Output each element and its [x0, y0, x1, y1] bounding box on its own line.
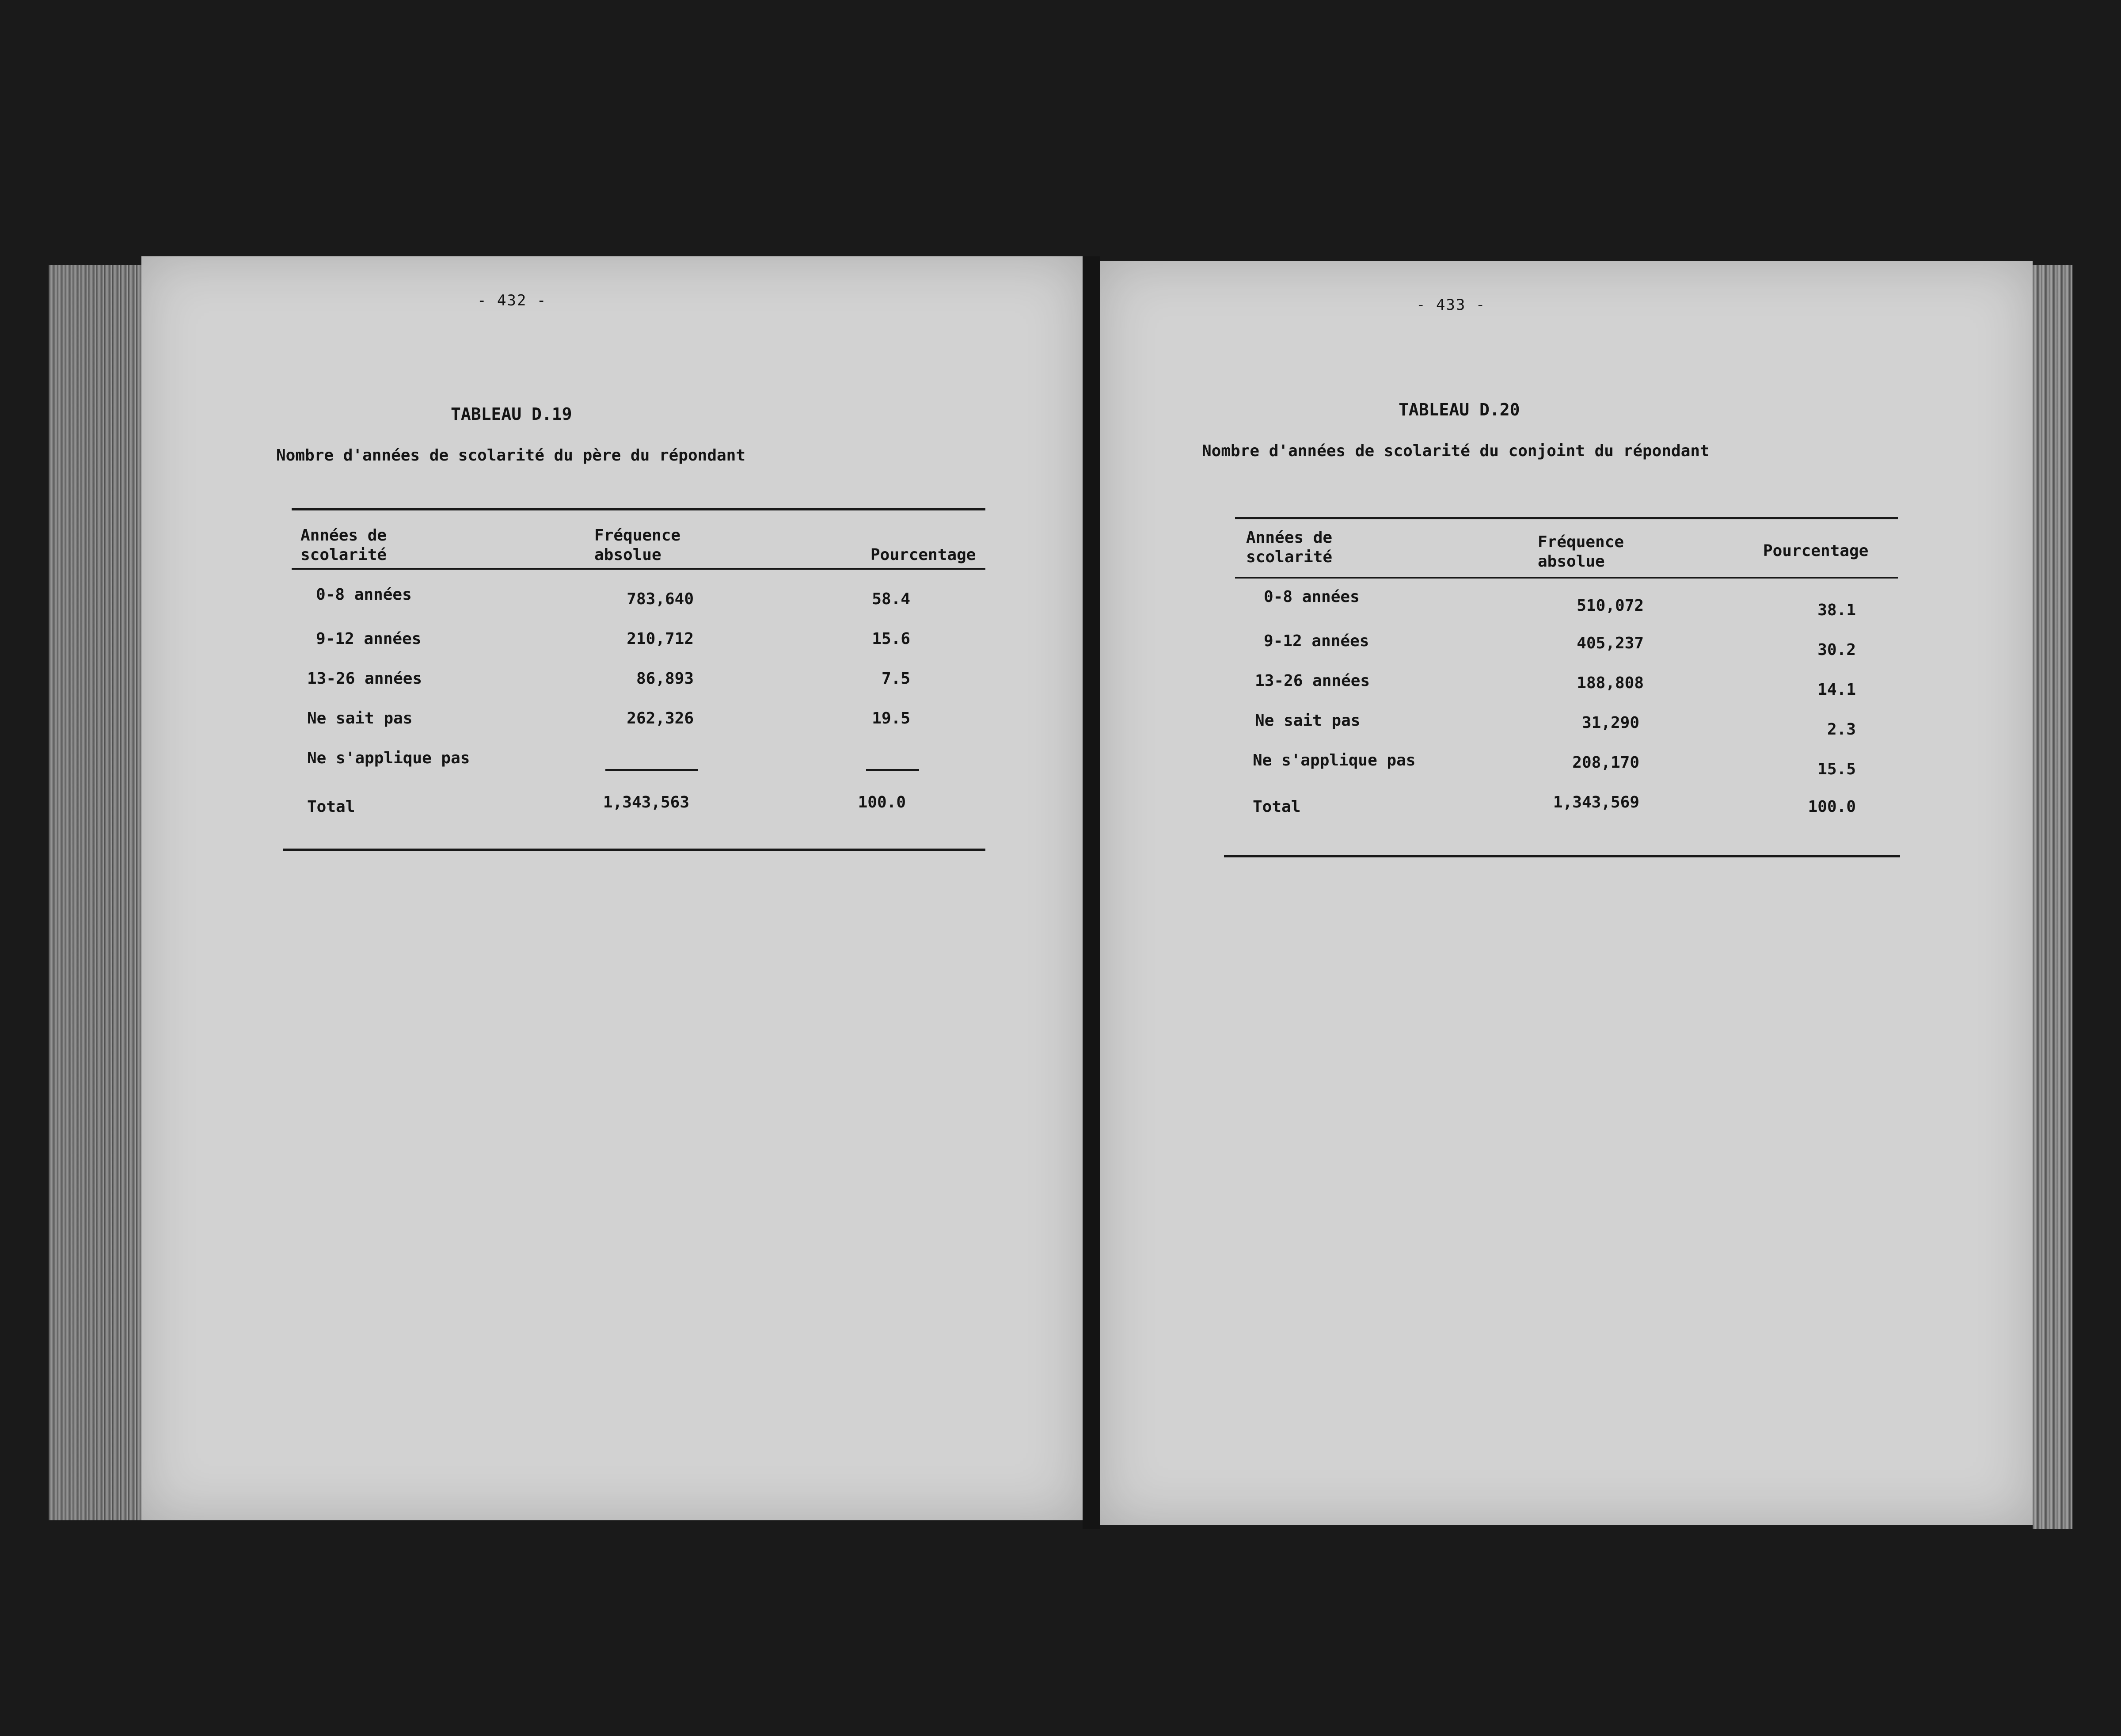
page-number: - 432 -: [477, 292, 547, 309]
row-frequency: 210,712: [627, 630, 694, 648]
table-top-rule: [292, 508, 985, 510]
total-percentage: 100.0: [858, 793, 906, 811]
page-stack-right-edge: [2033, 265, 2072, 1529]
header-years: [300, 526, 387, 565]
row-frequency: 405,237: [1577, 634, 1644, 652]
row-label: Ne sait pas: [1255, 712, 1361, 730]
left-page: [141, 256, 1083, 1520]
row-frequency: 262,326: [627, 709, 694, 727]
row-percentage: 7.5: [881, 670, 910, 688]
blank-percentage-line: [866, 769, 919, 771]
book-gutter: [1083, 256, 1100, 1529]
table-bottom-rule: [283, 849, 985, 851]
total-label: Total: [307, 798, 355, 816]
total-frequency: 1,343,563: [603, 793, 689, 811]
row-label: 13-26 années: [307, 670, 422, 688]
header-frequency-line2: absolue: [594, 546, 661, 564]
header-frequency: [1538, 533, 1624, 571]
row-label: 9-12 années: [316, 630, 422, 648]
table-subtitle: Nombre d'années de scolarité du père du répondant: [276, 446, 746, 464]
row-percentage: 2.3: [1827, 720, 1856, 739]
total-percentage: 100.0: [1808, 798, 1856, 816]
blank-frequency-line: [605, 769, 698, 771]
row-percentage: 58.4: [872, 590, 910, 608]
row-frequency: 188,808: [1577, 674, 1644, 692]
row-label: 13-26 années: [1255, 672, 1370, 690]
header-years-line1: Années de: [300, 526, 387, 544]
row-percentage: 38.1: [1817, 601, 1856, 619]
header-years-line2: scolarité: [300, 546, 387, 564]
row-label: 0-8 années: [316, 586, 412, 604]
header-frequency-line2: absolue: [1538, 552, 1605, 571]
row-percentage: 15.5: [1817, 760, 1856, 778]
header-frequency-line1: Fréquence: [1538, 533, 1624, 551]
row-frequency: 31,290: [1581, 714, 1639, 732]
row-label: Ne sait pas: [307, 709, 413, 727]
header-percentage: Pourcentage: [1763, 542, 1869, 560]
row-label: 9-12 années: [1264, 632, 1369, 650]
page-number: - 433 -: [1416, 296, 1486, 314]
table-title: TABLEAU D.20: [1399, 400, 1520, 419]
right-page: [1100, 261, 2033, 1525]
row-frequency: 208,170: [1572, 754, 1639, 772]
row-label: Ne s'applique pas: [1253, 751, 1416, 769]
table-bottom-rule: [1224, 855, 1900, 857]
row-percentage: 15.6: [872, 630, 910, 648]
table-top-rule: [1235, 517, 1898, 519]
row-frequency: 783,640: [627, 590, 694, 608]
table-title: TABLEAU D.19: [451, 404, 572, 424]
header-percentage: Pourcentage: [870, 546, 976, 564]
header-years-line2: scolarité: [1246, 548, 1333, 566]
row-percentage: 14.1: [1817, 681, 1856, 699]
total-frequency: 1,343,569: [1553, 793, 1639, 811]
header-years-line1: Années de: [1246, 529, 1333, 547]
header-frequency-line1: Fréquence: [594, 526, 681, 544]
header-years: [1246, 528, 1332, 567]
header-rule: [292, 568, 985, 570]
row-frequency: 86,893: [636, 670, 694, 688]
row-frequency: 510,072: [1577, 597, 1644, 615]
header-frequency: [594, 526, 680, 565]
header-rule: [1235, 577, 1898, 579]
page-stack-left-edge: [49, 265, 150, 1520]
total-label: Total: [1253, 798, 1301, 816]
row-percentage: 19.5: [872, 709, 910, 727]
table-subtitle: Nombre d'années de scolarité du conjoint du répondant: [1202, 442, 1710, 460]
row-percentage: 30.2: [1817, 641, 1856, 659]
row-label: Ne s'applique pas: [307, 749, 470, 767]
row-label: 0-8 années: [1264, 588, 1360, 606]
